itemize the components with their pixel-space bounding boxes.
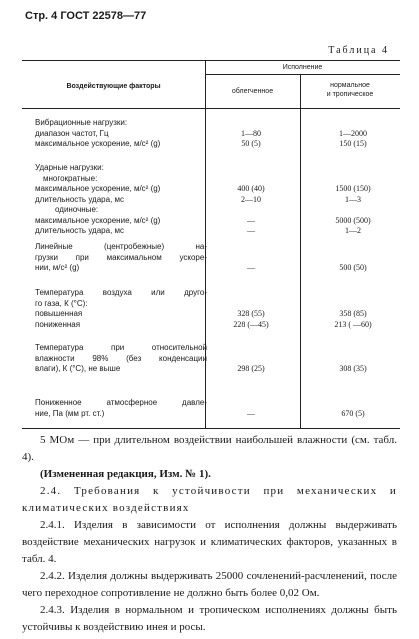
col-header-execution: Исполнение bbox=[282, 64, 323, 71]
col-header-normal: нормальное и тропическое bbox=[326, 82, 374, 98]
section-heading: 2.4. Требования к устойчивости при механических и климатических воздействиях bbox=[22, 485, 397, 514]
table-label: Таблица 4 bbox=[328, 45, 389, 56]
body-text bbox=[22, 432, 397, 636]
page-header: Стр. 4 ГОСТ 22578—77 bbox=[25, 10, 147, 22]
paragraph: 2.4.2. Изделия должны выдерживать 25000 сочленений-расчленений, после чего переходное сопротивление не должно быть более 0,02 Ом. bbox=[22, 570, 397, 599]
col-header-light: облегченное bbox=[231, 88, 274, 95]
paragraph: 5 МОм — при длительном воздействии наибольшей влажности (см. табл. 4). bbox=[22, 434, 397, 463]
paragraph: 2.4.3. Изделия в нормальном и тропическом исполнениях должны быть устойчивы к воздействию инея и росы. bbox=[22, 604, 397, 633]
paragraph: 2.4.1. Изделия в зависимости от исполнения должны выдерживать воздействие механических нагрузок и климатических факторов, указанных в табл. 4. bbox=[22, 519, 397, 565]
col-header-factors: Воздействующие факторы bbox=[66, 83, 161, 90]
change-note: (Измененная редакция, Изм. № 1). bbox=[40, 468, 211, 480]
